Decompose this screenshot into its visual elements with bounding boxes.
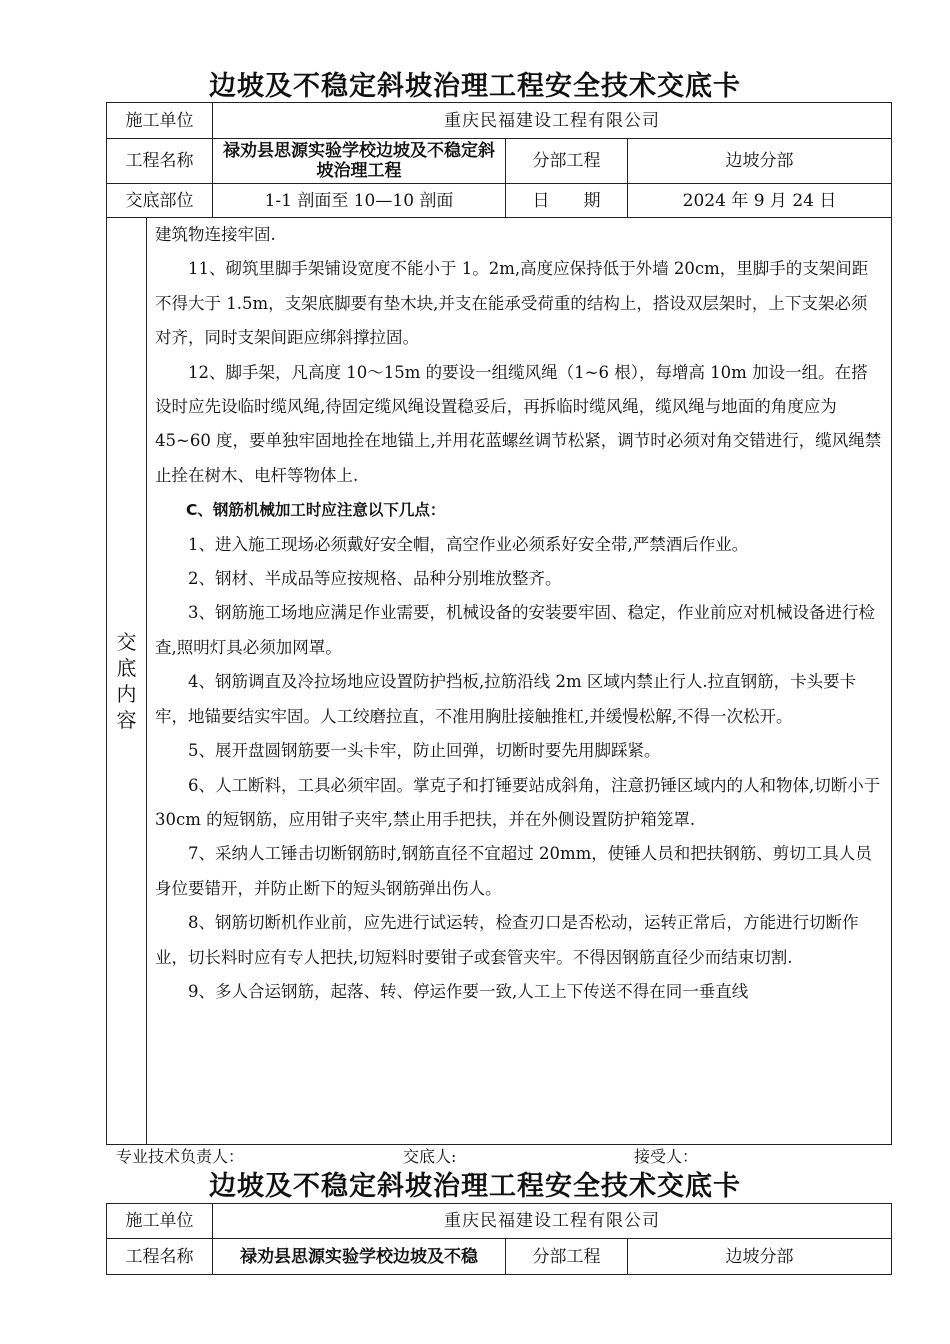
value-location: 1-1 剖面至 10—10 剖面	[213, 184, 506, 218]
content-paragraph: 建筑物连接牢固.	[155, 225, 276, 244]
value-unit-2: 重庆民福建设工程有限公司	[213, 1204, 892, 1239]
value-project-name: 禄劝县思源实验学校边坡及不稳定斜坡治理工程	[213, 139, 506, 184]
content-paragraph: 6、人工断料，工具必须牢固。掌克子和打锤要站成斜角，注意扔锤区域内的人和物体,切断小于 30cm 的短钢筋，应用钳子夹牢,禁止用手把扶，并在外侧设置防护箱笼罩.	[155, 775, 881, 829]
content-paragraph: 4、钢筋调直及冷拉场地应设置防护挡板,拉筋沿线 2m 区域内禁止行人.拉直钢筋，卡头要卡牢，地锚要结实牢固。人工绞磨拉直，不准用胸肚接触推杠,并缓慢松解,不得一次松开。	[155, 672, 857, 726]
label-sub-project: 分部工程	[506, 139, 628, 184]
briefing-card-table-2	[106, 1203, 892, 1275]
value-project-name-2: 禄劝县思源实验学校边坡及不稳	[213, 1239, 506, 1275]
content-paragraph: 5、展开盘圆钢筋要一头卡牢，防止回弹，切断时要先用脚踩紧。	[188, 741, 661, 761]
content-paragraph: 9、多人合运钢筋，起落、转、停运作要一致,人工上下传送不得在同一垂直线	[188, 981, 749, 1001]
card-title-2: 边坡及不稳定斜坡治理工程安全技术交底卡	[209, 1171, 741, 1202]
label-unit: 施工单位	[107, 103, 213, 139]
label-unit-2: 施工单位	[107, 1204, 213, 1239]
label-content: 交底内容	[116, 630, 137, 732]
label-date: 日 期	[506, 184, 628, 218]
value-date: 2024 年 9 月 24 日	[628, 184, 892, 218]
row-location	[107, 184, 892, 218]
footer-receiver: 接受人：	[634, 1147, 699, 1166]
row-content	[107, 218, 892, 1145]
content-paragraph: 11、砌筑里脚手架铺设宽度不能小于 1。2m,高度应保持低于外墙 20cm，里脚手的支架间距不得大于 1.5m，支架底脚要有垫木块,并支在能承受荷重的结构上，搭设双层架时，上下支架必须对齐，同时支架间距应绑斜撑拉固。	[155, 259, 869, 348]
footer-tech-lead: 专业技术负责人：	[116, 1147, 245, 1166]
label-location: 交底部位	[107, 184, 213, 218]
content-paragraph: 1、进入施工现场必须戴好安全帽，高空作业必须系好安全带,严禁酒后作业。	[188, 534, 749, 554]
content-paragraph: 2、钢材、半成品等应按规格、品种分别堆放整齐。	[188, 569, 562, 589]
card-title: 边坡及不稳定斜坡治理工程安全技术交底卡	[209, 71, 741, 102]
row-unit-2	[107, 1204, 892, 1239]
label-project-name-2: 工程名称	[107, 1239, 213, 1275]
label-project-name: 工程名称	[107, 139, 213, 184]
content-paragraph: 12、脚手架，凡高度 10～15m 的要设一组缆风绳（1~6 根），每增高 10m 加设一组。在搭设时应先设临时缆风绳,待固定缆风绳设置稳妥后，再拆临时缆风绳，缆风绳与地面的角度应为 45~60 度，要单独牢固地拴在地锚上,并用花蓝螺丝调节松紧，调节时必须对角交错进行，缆风绳禁止拴在树木、电杆等物体上.	[155, 362, 882, 485]
row-project	[107, 139, 892, 184]
content-paragraph: 8、钢筋切断机作业前，应先进行试运转，检查刃口是否松动，运转正常后，方能进行切断作业，切长料时应有专人把扶,切短料时要钳子或套管夹牢。不得因钢筋直径少而结束切割.	[155, 913, 859, 967]
row-project-2	[107, 1239, 892, 1275]
content-paragraph: 3、钢筋施工场地应满足作业需要，机械设备的安装要牢固、稳定，作业前应对机械设备进行检查,照明灯具必须加网罩。	[155, 603, 875, 657]
label-sub-project-2: 分部工程	[506, 1239, 628, 1275]
value-unit: 重庆民福建设工程有限公司	[213, 103, 892, 139]
content-paragraph: 7、采纳人工锤击切断钢筋时,钢筋直径不宜超过 20mm，使锤人员和把扶钢筋、剪切工具人员身位要错开，并防止断下的短头钢筋弹出伤人。	[155, 844, 872, 898]
value-sub-project-2: 边坡分部	[628, 1239, 892, 1275]
label-content-cell	[107, 218, 147, 1145]
footer-presenter: 交底人:	[403, 1147, 457, 1166]
value-sub-project: 边坡分部	[628, 139, 892, 184]
content-section-heading: C、钢筋机械加工时应注意以下几点：	[186, 501, 446, 520]
row-unit	[107, 103, 892, 139]
briefing-card-table	[106, 102, 892, 1145]
content-cell	[147, 218, 892, 1145]
